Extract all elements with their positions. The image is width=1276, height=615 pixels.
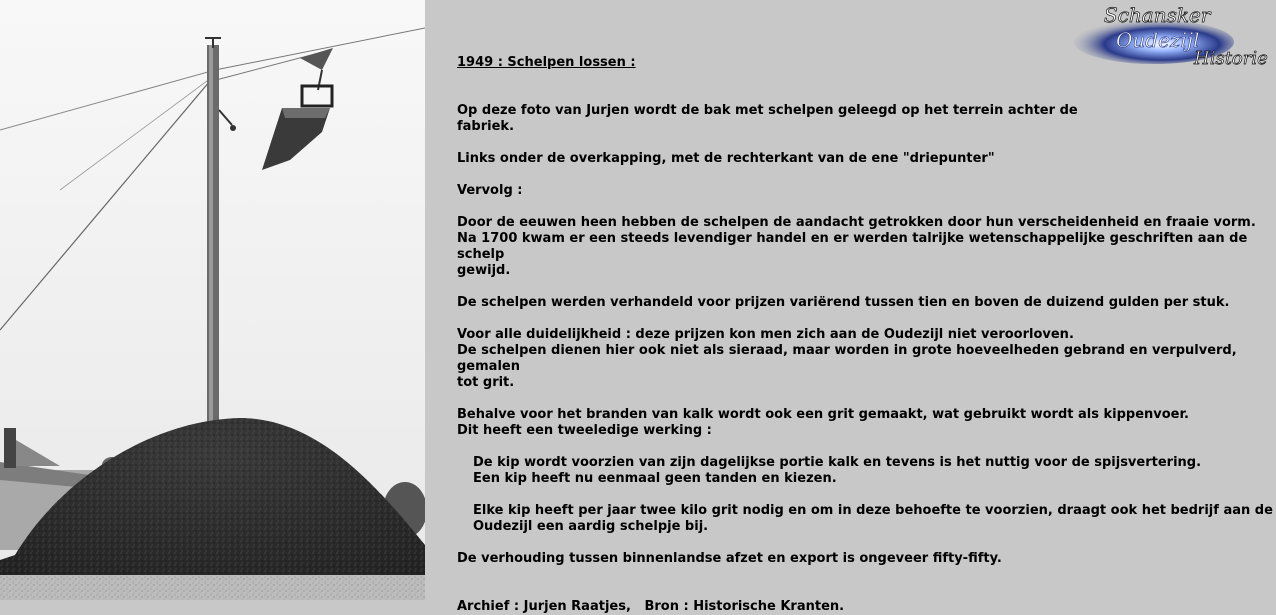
historical-photo bbox=[0, 0, 425, 600]
logo-line-1: Schansker bbox=[1104, 3, 1211, 27]
paragraph-chicken-grit: Elke kip heeft per jaar twee kilo grit nodig en om in deze behoefte te voorzien, draagt ook het bedrijf aan de Oudezijl een aardig schelpje bij. bbox=[473, 503, 1273, 534]
logo-line-2: Oudezijl bbox=[1116, 28, 1200, 52]
paragraph-photo-description: Op deze foto van Jurjen wordt de bak met schelpen geleegd op het terrein achter de fabriek. bbox=[457, 103, 1078, 134]
paragraph-grit: Behalve voor het branden van kalk wordt ook een grit gemaakt, wat gebruikt wordt als kippenvoer. Dit heeft een tweeledige werking : bbox=[457, 407, 1189, 438]
article-body bbox=[457, 55, 1276, 615]
article-title: 1949 : Schelpen lossen : bbox=[457, 55, 636, 70]
paragraph-export: De verhouding tussen binnenlandse afzet en export is ongeveer fifty-fifty. bbox=[457, 551, 1002, 566]
paragraph-prices: De schelpen werden verhandeld voor prijzen variërend tussen tien en boven de duizend gulden per stuk. bbox=[457, 295, 1230, 310]
paragraph-usage: Voor alle duidelijkheid : deze prijzen kon men zich aan de Oudezijl niet veroorloven. De schelpen dienen hier ook niet als sieraad, maar worden in grote hoeveelheden gebrand en verpulverd, gemalen tot grit. bbox=[457, 327, 1237, 390]
paragraph-vervolg: Vervolg : bbox=[457, 183, 523, 198]
paragraph-overkapping: Links onder de overkapping, met de rechterkant van de ene "driepunter" bbox=[457, 151, 995, 166]
source-credit: Archief : Jurjen Raatjes, Bron : Historische Kranten. bbox=[457, 599, 845, 614]
paragraph-chicken-calcium: De kip wordt voorzien van zijn dagelijkse portie kalk en tevens is het nuttig voor de spijsvertering. Een kip heeft nu eenmaal geen tanden en kiezen. bbox=[473, 455, 1202, 486]
logo-line-3: Historie bbox=[1194, 48, 1268, 69]
paragraph-history: Door de eeuwen heen hebben de schelpen de aandacht getrokken door hun verscheidenheid en fraaie vorm. Na 1700 kwam er een steeds levendiger handel en er werden talrijke wetenschappelijke geschriften aan de schelp gewijd. bbox=[457, 215, 1256, 278]
